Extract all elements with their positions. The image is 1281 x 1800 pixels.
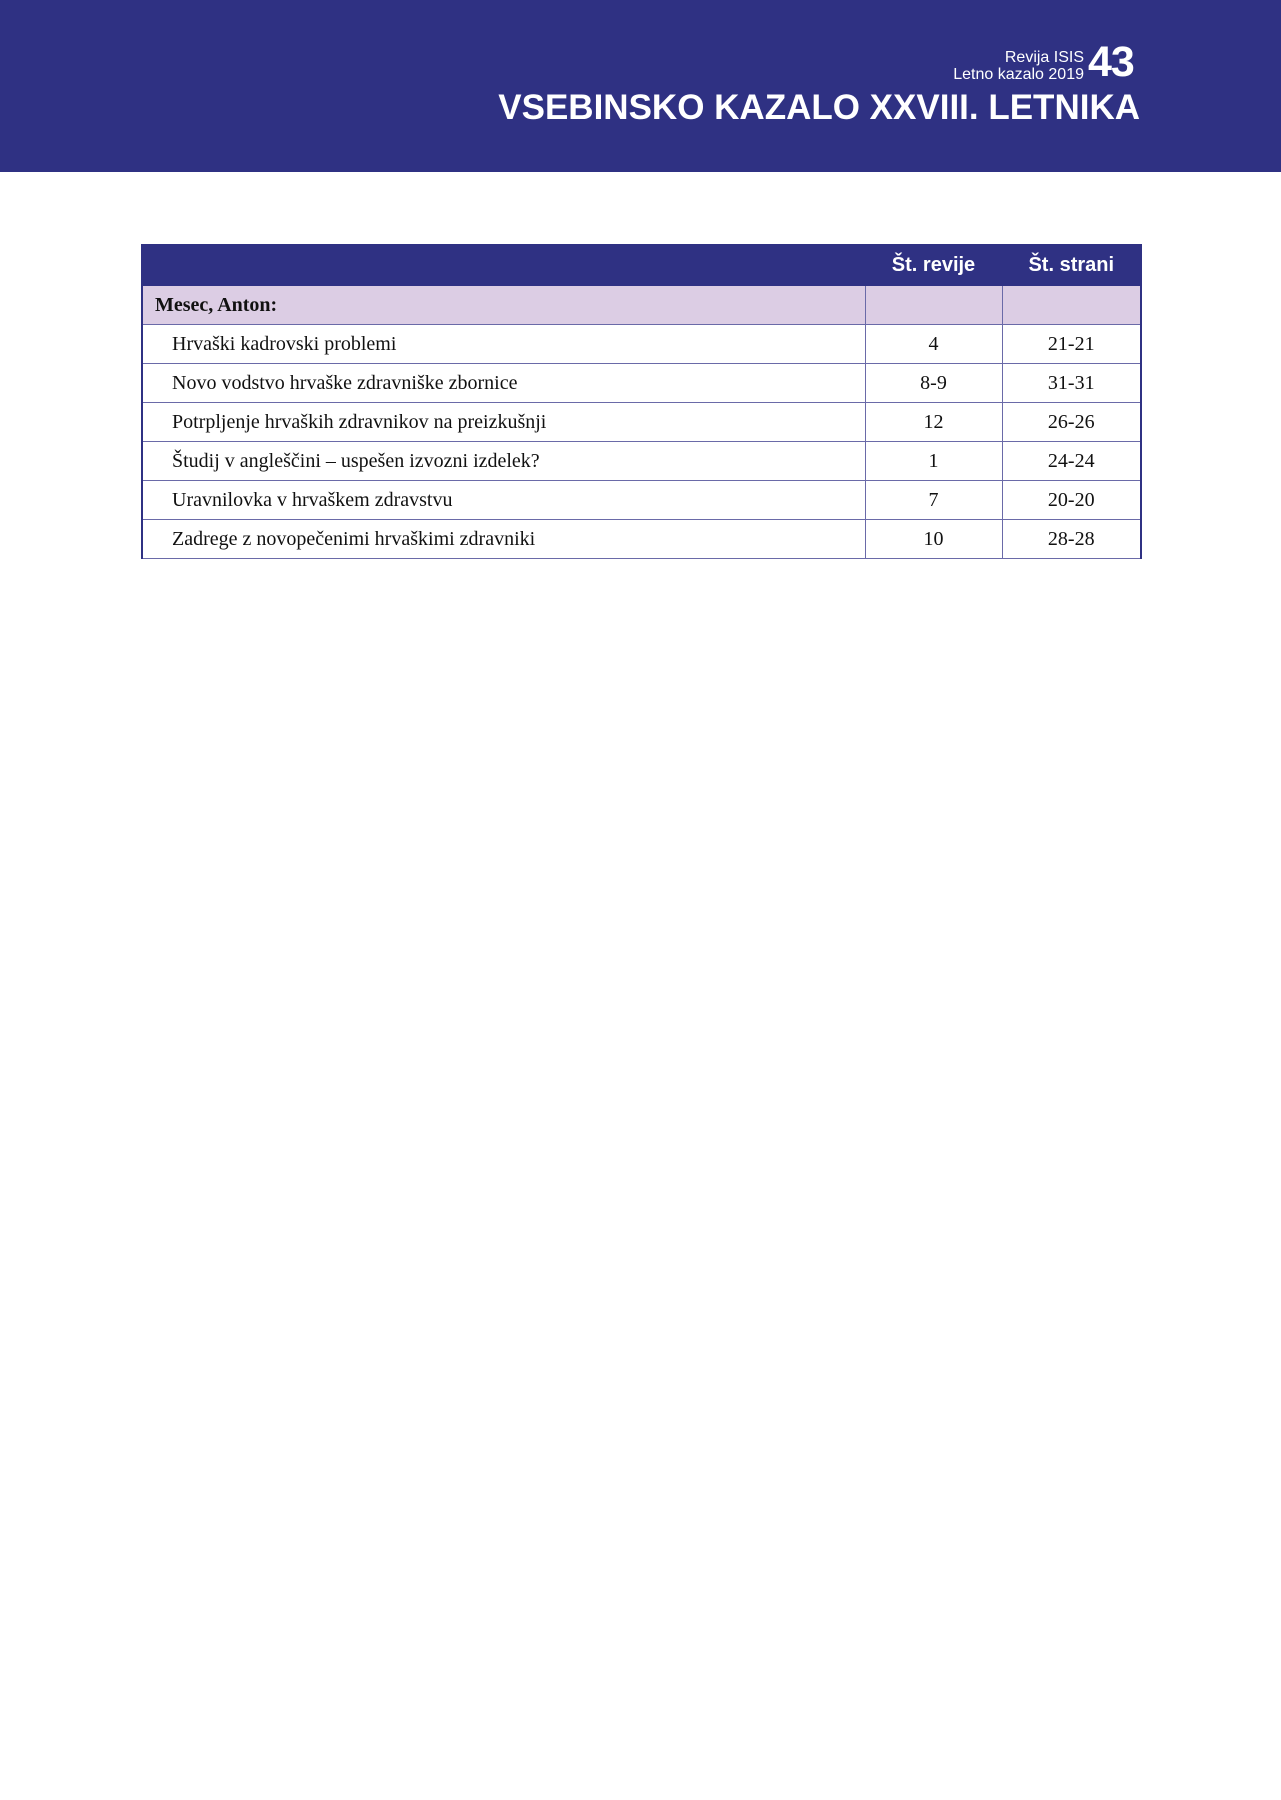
page-range: 21-21 [1002,325,1141,364]
article-title: Novo vodstvo hrvaške zdravniške zbornice [142,364,865,403]
article-title: Uravnilovka v hrvaškem zdravstvu [142,481,865,520]
issue-number: 12 [865,403,1002,442]
issue-label: Letno kazalo 2019 [953,66,1084,83]
journal-info [953,49,1084,83]
column-header-issue: Št. revije [865,245,1002,286]
page-number: 43 [1088,38,1134,86]
table-row [142,442,1141,481]
page-range: 31-31 [1002,364,1141,403]
issue-number: 7 [865,481,1002,520]
issue-number: 4 [865,325,1002,364]
issue-number: 10 [865,520,1002,559]
column-header-pages: Št. strani [1002,245,1141,286]
page-range: 26-26 [1002,403,1141,442]
author-issue-cell [865,286,1002,325]
table-header-row [142,245,1141,286]
column-header-title [142,245,865,286]
article-title: Hrvaški kadrovski problemi [142,325,865,364]
page-range: 24-24 [1002,442,1141,481]
table-row [142,364,1141,403]
article-title: Študij v angleščini – uspešen izvozni izdelek? [142,442,865,481]
author-pages-cell [1002,286,1141,325]
table-row [142,325,1141,364]
author-row [142,286,1141,325]
author-name: Mesec, Anton: [142,286,865,325]
article-title: Zadrege z novopečenimi hrvaškimi zdravniki [142,520,865,559]
page-title: VSEBINSKO KAZALO XXVIII. LETNIKA [498,88,1140,127]
page-range: 28-28 [1002,520,1141,559]
issue-number: 1 [865,442,1002,481]
article-title: Potrpljenje hrvaških zdravnikov na preizkušnji [142,403,865,442]
table-row [142,481,1141,520]
table-row [142,520,1141,559]
table-row [142,403,1141,442]
page-range: 20-20 [1002,481,1141,520]
issue-number: 8-9 [865,364,1002,403]
journal-name: Revija ISIS [1004,49,1084,66]
content-index-table [141,244,1142,559]
header-band [0,0,1281,172]
